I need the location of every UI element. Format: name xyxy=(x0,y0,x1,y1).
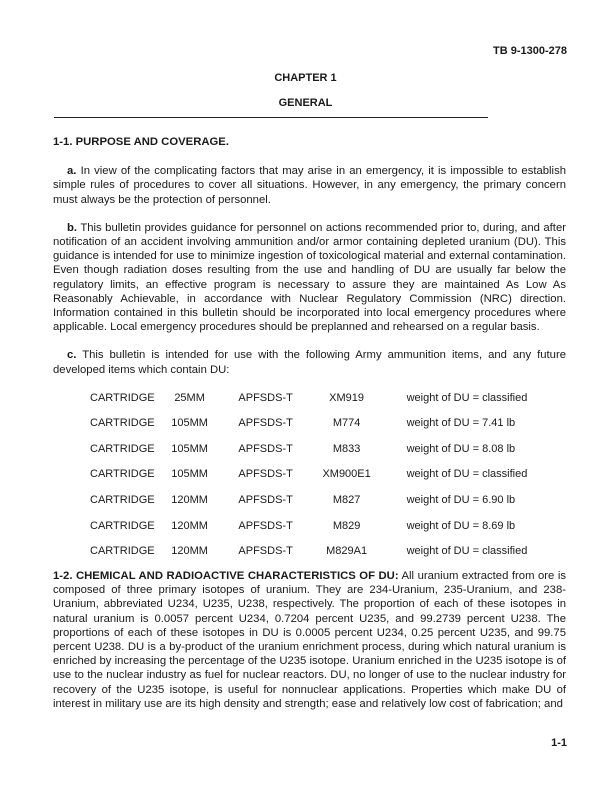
item-cell: CARTRIDGE xyxy=(90,468,155,481)
model-cell: M827 xyxy=(332,493,361,506)
table-row xyxy=(90,487,527,513)
item-cell: CARTRIDGE xyxy=(90,545,155,558)
paragraph-a-text: In view of the complicating factors that may arise in an emergency, it is impossible to establish simple rules of procedures to cover all situations. However, in any emergency, the primary concern must always be the protection of personnel. xyxy=(53,165,566,206)
ammunition-table xyxy=(90,385,527,564)
type-cell: APFSDS-T xyxy=(238,545,293,558)
page-number: 1-1 xyxy=(551,737,567,749)
weight-cell: weight of DU = classified xyxy=(406,468,528,481)
section-1-2-text: All uranium extracted from ore is composed of three primary isotopes of uranium. They are 234-Uranium, 235-Uranium, and 238-Uranium, abbreviated U234, U235, U238, respectively. The proportion of each of these isotopes in natural uranium is 0.0057 percent U234, 0.7204 percent U235, and 99.2739 percent U238. The proportions of each of these isotopes in DU is 0.0005 percent U234, 0.25 percent U235, and 99.75 percent U238. DU is a by-product of the uranium enrichment process, during which natural uranium is enriched by increasing the percentage of the U235 isotope. Uranium enriched in the U235 isotope is of use to the nuclear industry as fuel for nuclear reactors. DU, no longer of use to the nuclear industry for recovery of the U235 isotope, is useful for nonnuclear applications. Properties which make DU of interest in military use are its high density and strength; ease and relatively low cost of fabrication; and xyxy=(53,570,567,710)
model-cell: XM900E1 xyxy=(322,468,371,481)
item-cell: CARTRIDGE xyxy=(90,519,155,532)
paragraph-b-text: This bulletin provides guidance for personnel on actions recommended prior to, during, and after notification of an accident involving ammunition and/or armor containing depleted uranium (DU). This guidance is intended for use to minimize ingestion of toxicological material and external contamination. Even though radiation doses resulting from the use and handling of DU are usually far below the regulatory limits, an effective program is necessary to assure they are maintained As Low As Reasonably Achievable, in accordance with Nuclear Regulatory Commission (NRC) direction. Information contained in this bulletin should be incorporated into local emergency procedures where applicable. Local emergency procedures should be preplanned and rehearsed on a regular basis. xyxy=(53,221,566,334)
section-heading-1-2: 1-2. CHEMICAL AND RADIOACTIVE CHARACTERISTICS OF DU: xyxy=(53,570,399,582)
table-row xyxy=(90,462,527,488)
header-divider xyxy=(54,117,488,118)
page-body xyxy=(53,135,566,722)
paragraph-a xyxy=(53,164,566,207)
paragraph-c xyxy=(53,348,566,376)
table-row xyxy=(90,538,527,564)
caliber-cell: 120MM xyxy=(171,545,208,558)
item-cell: CARTRIDGE xyxy=(90,493,155,506)
table-row xyxy=(90,436,527,462)
paragraph-c-label: c. xyxy=(67,349,77,362)
weight-cell: weight of DU = 8.08 lb xyxy=(406,442,516,455)
type-cell: APFSDS-T xyxy=(238,468,293,481)
model-cell: XM919 xyxy=(329,391,365,404)
type-cell: APFSDS-T xyxy=(238,442,293,455)
chapter-title: GENERAL xyxy=(278,97,333,109)
table-row xyxy=(90,385,527,411)
section-1-2 xyxy=(53,569,566,711)
section-heading-1-1: 1-1. PURPOSE AND COVERAGE. xyxy=(53,136,229,148)
weight-cell: weight of DU = classified xyxy=(406,545,528,558)
type-cell: APFSDS-T xyxy=(238,493,293,506)
model-cell: M829 xyxy=(332,519,361,532)
model-cell: M774 xyxy=(332,417,361,430)
caliber-cell: 105MM xyxy=(171,468,208,481)
weight-cell: weight of DU = 6.90 lb xyxy=(406,493,516,506)
item-cell: CARTRIDGE xyxy=(90,417,155,430)
table-row xyxy=(90,513,527,539)
caliber-cell: 25MM xyxy=(174,391,205,404)
item-cell: CARTRIDGE xyxy=(90,391,155,404)
item-cell: CARTRIDGE xyxy=(90,442,155,455)
paragraph-b xyxy=(53,221,566,335)
type-cell: APFSDS-T xyxy=(238,391,293,404)
model-cell: M829A1 xyxy=(326,545,368,558)
type-cell: APFSDS-T xyxy=(238,519,293,532)
weight-cell: weight of DU = 8.69 lb xyxy=(406,519,516,532)
document-id: TB 9-1300-278 xyxy=(493,45,567,57)
caliber-cell: 120MM xyxy=(171,493,208,506)
type-cell: APFSDS-T xyxy=(238,417,293,430)
paragraph-b-label: b. xyxy=(67,221,78,234)
table-row xyxy=(90,410,527,436)
caliber-cell: 120MM xyxy=(171,519,208,532)
model-cell: M833 xyxy=(332,442,361,455)
caliber-cell: 105MM xyxy=(171,417,208,430)
weight-cell: weight of DU = 7.41 lb xyxy=(406,417,516,430)
weight-cell: weight of DU = classified xyxy=(406,391,528,404)
paragraph-c-text: This bulletin is intended for use with the following Army ammunition items, and any future developed items which contain DU: xyxy=(53,349,566,376)
paragraph-a-label: a. xyxy=(67,165,77,178)
chapter-number: CHAPTER 1 xyxy=(274,72,337,84)
caliber-cell: 105MM xyxy=(171,442,208,455)
